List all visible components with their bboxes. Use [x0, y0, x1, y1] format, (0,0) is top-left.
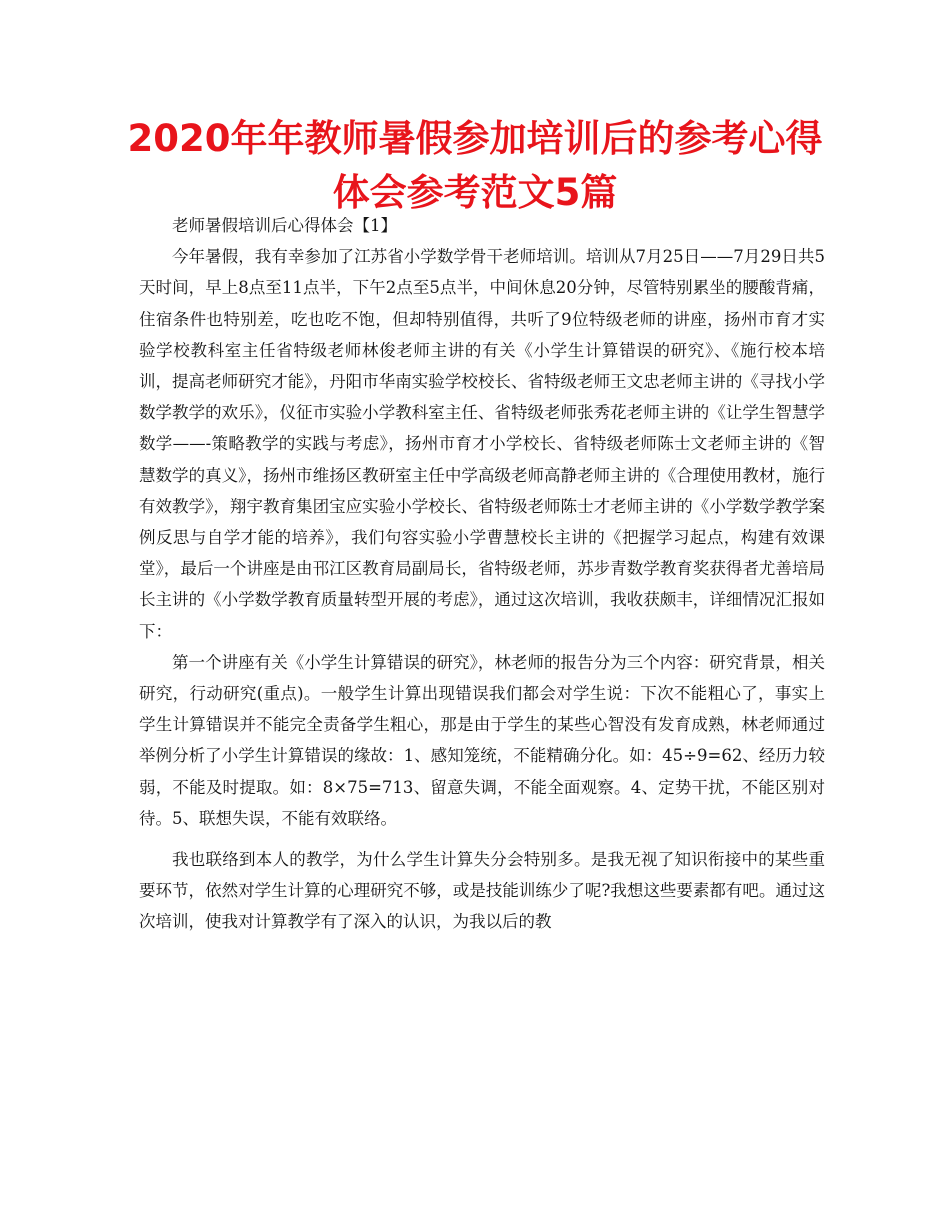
paragraph-1: 今年暑假，我有幸参加了江苏省小学数学骨干老师培训。培训从7月25日——7月29日共5天时间，早上8点至11点半，下午2点至5点半，中间休息20分钟，尽管特别累坐的腰酸背痛，住宿条件也特别差，吃也吃不饱，但却特别值得，共听了9位特级老师的讲座，扬州市育才实验学校教科室主任省特级老师林俊老师主讲的有关《小学生计算错误的研究》、《施行校本培训，提高老师研究才能》，丹阳市华南实验学校校长、省特级老师王文忠老师主讲的《寻找小学数学教学的欢乐》，仪征市实验小学教科室主任、省特级老师张秀花老师主讲的《让学生智慧学数学——-策略教学的实践与考虑》，扬州市育才小学校长、省特级老师陈士文老师主讲的《智慧数学的真义》，扬州市维扬区教研室主任中学高级老师高静老师主讲的《合理使用教材，施行有效教学》，翔宇教育集团宝应实验小学校长、省特级老师陈士才老师主讲的《小学数学教学案例反思与自学才能的培养》，我们句容实验小学曹慧校长主讲的《把握学习起点，构建有效课堂》，最后一个讲座是由邗江区教育局副局长，省特级老师，苏步青数学教育奖获得者尤善培局长主讲的《小学数学教育质量转型开展的考虑》，通过这次培训，我收获颇丰，详细情况汇报如下：: [139, 247, 825, 641]
document-title: 2020年年教师暑假参加培训后的参考心得体会参考范文5篇: [127, 117, 823, 214]
document-body: [139, 210, 825, 938]
paragraph-3: 我也联络到本人的教学，为什么学生计算失分会特别多。是我无视了知识衔接中的某些重要环节，依然对学生计算的心理研究不够，或是技能训练少了呢?我想这些要素都有吧。通过这次培训，使我对计算教学有了深入的认识，为我以后的教: [139, 850, 825, 932]
section-heading: 老师暑假培训后心得体会【1】: [172, 216, 397, 235]
paragraph-2: 第一个讲座有关《小学生计算错误的研究》，林老师的报告分为三个内容：研究背景，相关研究，行动研究(重点)。一般学生计算出现错误我们都会对学生说：下次不能粗心了，事实上学生计算错误并不能完全责备学生粗心，那是由于学生的某些心智没有发育成熟，林老师通过举例分析了小学生计算错误的缘故：1、感知笼统，不能精确分化。如：45÷9=62、经历力较弱，不能及时提取。如：8×75=713、留意失调，不能全面观察。4、定势干扰，不能区别对待。5、联想失误，不能有效联络。: [139, 652, 825, 828]
